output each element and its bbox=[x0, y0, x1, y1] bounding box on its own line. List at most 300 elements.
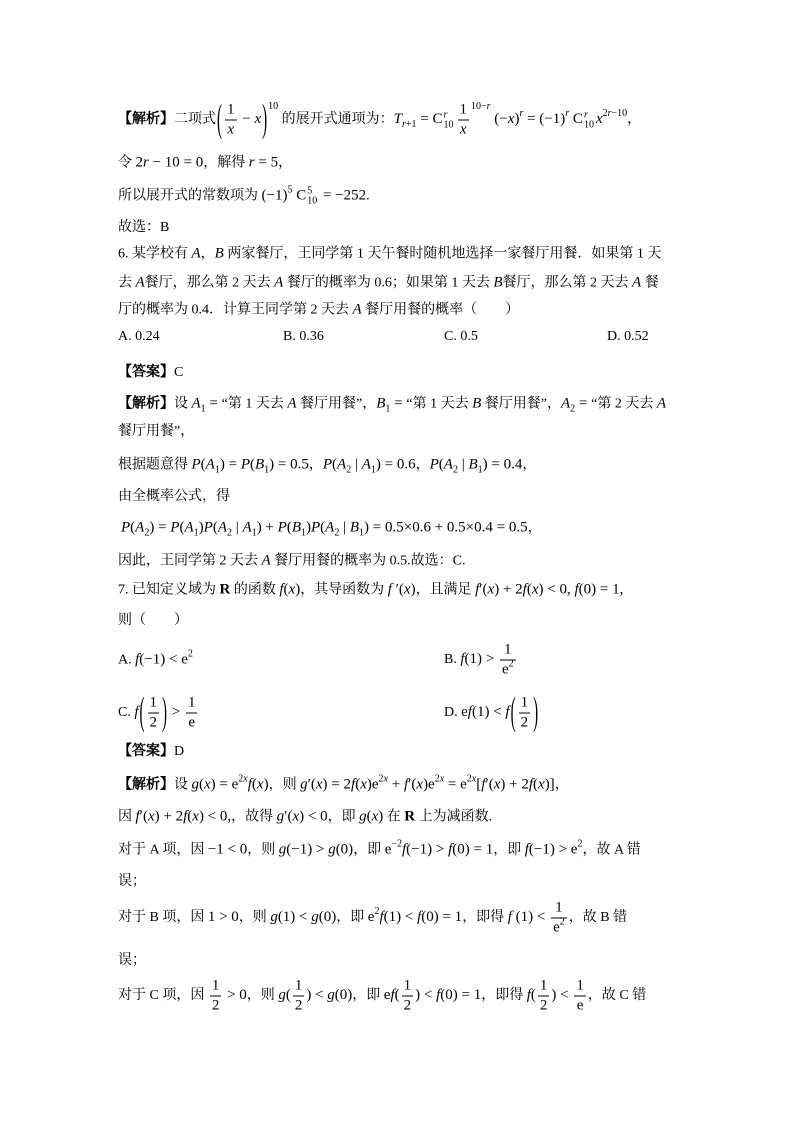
text-run: ，即得 bbox=[462, 910, 508, 926]
math-symbol: 2 bbox=[520, 714, 529, 731]
math-symbol: ( bbox=[366, 808, 372, 825]
q6-stem-line-2 bbox=[118, 273, 659, 294]
math-symbol: ( bbox=[199, 776, 204, 793]
math-variable: T bbox=[393, 111, 402, 128]
math-variable: x bbox=[416, 776, 424, 793]
math-variable: f bbox=[522, 581, 527, 598]
text-run: 设 bbox=[174, 396, 192, 412]
text-run: ，即 bbox=[493, 842, 525, 858]
superscript bbox=[603, 108, 628, 119]
math-variable: P bbox=[170, 519, 180, 536]
fraction-denominator bbox=[293, 997, 305, 1015]
text-run: C. 0.5 bbox=[444, 329, 478, 344]
text-run: ，即 bbox=[353, 842, 385, 858]
math-symbol: ) bbox=[198, 519, 204, 536]
q5-analysis-line-1 bbox=[118, 99, 642, 141]
fraction bbox=[148, 695, 160, 732]
text-run: 餐厅用餐”， bbox=[296, 396, 377, 412]
math-symbol: 1 bbox=[459, 101, 467, 118]
text-run: ，且满足 bbox=[415, 582, 476, 598]
math-variable: f bbox=[135, 808, 140, 825]
math-variable: A bbox=[184, 519, 194, 536]
math-variable: x bbox=[256, 776, 264, 793]
fraction-numerator bbox=[148, 695, 160, 714]
math-symbol: ) = 0.5 bbox=[269, 456, 309, 473]
fraction-denominator bbox=[551, 916, 567, 937]
math-variable: f bbox=[481, 776, 486, 793]
math-variable: f bbox=[134, 704, 139, 721]
fraction-numerator bbox=[574, 978, 586, 997]
math-symbol: (0) = 1 bbox=[440, 987, 482, 1004]
text-run: ， bbox=[415, 457, 430, 473]
math-symbol: 10 bbox=[268, 101, 279, 113]
math-symbol: ) bbox=[410, 581, 416, 598]
math-symbol: = −252 bbox=[319, 187, 367, 204]
math-symbol: (−1) > bbox=[406, 841, 449, 858]
fraction bbox=[186, 695, 198, 732]
text-run: 令 bbox=[118, 155, 136, 171]
fraction-denominator bbox=[500, 658, 516, 679]
fraction bbox=[538, 978, 550, 1015]
fraction bbox=[225, 102, 237, 139]
math-symbol: 2 bbox=[144, 527, 150, 539]
math-symbol: ) bbox=[514, 111, 520, 128]
q7-analysis-line-3 bbox=[118, 840, 641, 861]
math-variable: f bbox=[351, 776, 356, 793]
text-run: 两家餐厅，王同学第 1 天午餐时随机地选择一家餐厅用餐．如果第 1 天 bbox=[223, 246, 662, 262]
math-symbol: ( bbox=[200, 456, 206, 473]
big-paren: ( bbox=[139, 692, 145, 734]
fraction bbox=[458, 102, 470, 139]
math-variable: B bbox=[472, 395, 482, 412]
math-symbol: 1 bbox=[227, 101, 235, 118]
math-symbol: ) = 0.4 bbox=[482, 456, 523, 473]
math-variable: B bbox=[291, 519, 301, 536]
math-symbol: 1 bbox=[294, 977, 303, 994]
math-symbol: = (−1) bbox=[523, 111, 566, 128]
math-symbol: 1 bbox=[504, 641, 512, 658]
math-symbol: 1 bbox=[200, 403, 206, 415]
subscript bbox=[402, 119, 417, 130]
math-symbol: ′( bbox=[408, 776, 417, 793]
math-symbol: (1) < bbox=[471, 704, 506, 721]
math-symbol: (1) < bbox=[511, 909, 550, 926]
math-variable: r bbox=[143, 154, 149, 171]
math-symbol: ) = e bbox=[210, 776, 239, 793]
math-symbol: ( bbox=[438, 456, 444, 473]
math-variable: x bbox=[360, 776, 367, 793]
math-symbol: = bbox=[205, 395, 222, 412]
math-variable: g bbox=[300, 776, 308, 793]
text-run: . bbox=[366, 188, 370, 204]
math-variable: g bbox=[270, 909, 278, 926]
text-run: 餐厅，那么第 2 天去 bbox=[144, 275, 275, 291]
section-label: 【解析】 bbox=[118, 777, 174, 793]
text-run: ， bbox=[554, 777, 569, 793]
text-run: ，即得 bbox=[481, 988, 527, 1004]
math-symbol: ( bbox=[187, 808, 193, 825]
math-variable: A bbox=[352, 301, 362, 318]
math-symbol: (0) bbox=[334, 987, 353, 1004]
math-symbol: (−1) < e bbox=[139, 651, 188, 668]
math-variable: f bbox=[524, 841, 529, 858]
q6-option-b bbox=[283, 327, 324, 347]
math-symbol: 1 bbox=[576, 977, 584, 994]
math-symbol: 2 bbox=[187, 648, 193, 660]
q6-stem-line-3 bbox=[118, 300, 519, 321]
text-run: 在 bbox=[383, 809, 405, 825]
index-stack bbox=[584, 110, 594, 130]
big-paren: ( bbox=[510, 692, 516, 734]
math-variable: r bbox=[607, 108, 612, 120]
math-symbol: | bbox=[339, 519, 350, 536]
math-variable: g bbox=[327, 987, 335, 1004]
text-run: 所以展开式的常数项为 bbox=[118, 188, 262, 204]
text-run: ，即 bbox=[327, 809, 360, 825]
text-run: ，解得 bbox=[203, 155, 249, 171]
math-variable: A bbox=[325, 519, 335, 536]
math-symbol: ′( bbox=[307, 776, 316, 793]
math-variable: x bbox=[315, 776, 323, 793]
big-paren: ) bbox=[262, 99, 268, 141]
math-symbol: 2 bbox=[602, 108, 608, 120]
text-run: 餐厅用餐的概率为 0.5.故选：C. bbox=[270, 553, 466, 569]
math-symbol: C bbox=[569, 111, 583, 128]
math-variable: A bbox=[191, 245, 201, 262]
math-symbol: 2 bbox=[211, 997, 220, 1014]
text-run: 上为减函数. bbox=[415, 809, 493, 825]
q7-option-b bbox=[444, 642, 518, 679]
math-symbol: (0) = 1 bbox=[452, 841, 494, 858]
text-run: ，则 bbox=[268, 777, 301, 793]
math-symbol: 10− bbox=[471, 101, 487, 113]
math-symbol: 2 bbox=[378, 773, 384, 785]
math-symbol: −1 < 0 bbox=[207, 841, 248, 858]
q7-answer bbox=[118, 742, 184, 762]
math-symbol: 2 bbox=[434, 773, 440, 785]
math-symbol: 1 bbox=[214, 464, 220, 476]
math-variable: x bbox=[439, 773, 445, 785]
superscript bbox=[471, 101, 491, 112]
math-symbol: ( bbox=[130, 519, 136, 536]
math-symbol: 2 bbox=[374, 906, 380, 918]
math-symbol: > 0 bbox=[223, 987, 247, 1004]
math-symbol: 10 bbox=[443, 119, 454, 130]
math-variable: B bbox=[376, 395, 386, 412]
text-run: 餐厅，那么第 2 天去 bbox=[502, 275, 633, 291]
superscript bbox=[391, 839, 402, 850]
math-symbol: ) bbox=[378, 808, 384, 825]
fraction bbox=[519, 695, 531, 732]
math-variable: P bbox=[121, 519, 131, 536]
math-variable: P bbox=[277, 519, 287, 536]
math-variable: g bbox=[191, 776, 199, 793]
fraction-denominator bbox=[574, 997, 586, 1015]
math-symbol: ) bbox=[263, 776, 269, 793]
math-variable: r bbox=[443, 109, 448, 120]
math-variable: f bbox=[135, 651, 140, 668]
math-symbol: ( bbox=[286, 519, 292, 536]
math-symbol: ) + bbox=[256, 519, 278, 536]
math-symbol: ) < 0, bbox=[198, 808, 232, 825]
math-symbol: (0) = 1 bbox=[421, 909, 463, 926]
math-symbol: ′( bbox=[485, 776, 494, 793]
math-variable: r bbox=[401, 119, 406, 131]
math-symbol: ( bbox=[533, 776, 539, 793]
index-stack bbox=[444, 110, 454, 130]
math-symbol: ) = 0.6 bbox=[375, 456, 416, 473]
math-variable: f bbox=[467, 704, 472, 721]
text-run: 餐厅用餐的概率（ ） bbox=[361, 302, 520, 318]
math-variable: f bbox=[475, 581, 480, 598]
math-symbol: (0) bbox=[335, 841, 354, 858]
math-variable: x bbox=[493, 776, 501, 793]
fraction bbox=[500, 642, 516, 679]
q6-analysis-line-4 bbox=[118, 487, 230, 507]
fraction bbox=[402, 978, 414, 1015]
math-variable: A bbox=[135, 274, 145, 291]
math-variable: g bbox=[278, 841, 287, 858]
math-variable: g bbox=[276, 808, 285, 825]
big-paren: ( bbox=[217, 99, 222, 141]
math-symbol: 2 bbox=[559, 916, 565, 928]
math-symbol: ( bbox=[530, 987, 536, 1004]
text-run: A. 0.24 bbox=[118, 329, 160, 344]
text-run: D. bbox=[444, 705, 462, 721]
math-variable: f bbox=[460, 651, 465, 668]
math-symbol: | bbox=[351, 456, 362, 473]
math-symbol: 10 bbox=[583, 119, 594, 130]
math-variable: r bbox=[486, 101, 491, 113]
math-variable: A bbox=[217, 519, 227, 536]
math-symbol: = bbox=[390, 395, 407, 412]
math-variable: A bbox=[191, 395, 201, 412]
math-variable: A bbox=[443, 456, 453, 473]
math-variable: x bbox=[204, 776, 211, 793]
superscript bbox=[560, 917, 565, 928]
math-symbol: 5 bbox=[307, 185, 313, 197]
math-symbol: 2 bbox=[452, 464, 458, 476]
math-symbol: 2 bbox=[135, 154, 143, 171]
math-symbol: 2 bbox=[577, 838, 583, 850]
math-symbol: (0) bbox=[318, 909, 337, 926]
math-variable: x bbox=[371, 808, 379, 825]
fraction-numerator bbox=[538, 978, 550, 997]
math-symbol: e bbox=[383, 987, 391, 1004]
q7-analysis-line-7 bbox=[118, 978, 646, 1015]
math-variable: A bbox=[261, 552, 271, 569]
math-symbol: 5 bbox=[287, 184, 293, 196]
text-run: ， bbox=[522, 457, 537, 473]
text-run: ， bbox=[278, 155, 293, 171]
math-symbol: e bbox=[188, 714, 196, 731]
math-symbol: ) < bbox=[415, 987, 437, 1004]
superscript bbox=[268, 101, 278, 112]
fraction-denominator bbox=[402, 997, 414, 1015]
math-symbol: 2 bbox=[570, 403, 576, 415]
math-symbol: = 5 bbox=[254, 154, 279, 171]
text-run: 6. 某学校有 bbox=[118, 246, 192, 262]
math-symbol: (0) = 1, bbox=[578, 581, 624, 598]
math-variable: f bbox=[526, 987, 531, 1004]
math-symbol: ( bbox=[355, 776, 361, 793]
math-symbol: ) = 2 bbox=[322, 776, 352, 793]
math-symbol: ) = 0.5×0.6 + 0.5×0.4 = 0.5 bbox=[364, 519, 528, 536]
math-symbol: e bbox=[553, 919, 560, 936]
math-symbol: ) = bbox=[219, 456, 241, 473]
text-run: 因 bbox=[118, 809, 136, 825]
math-symbol: 10 bbox=[307, 195, 318, 207]
math-symbol: −10 bbox=[611, 108, 628, 120]
big-paren: ) bbox=[533, 692, 539, 734]
q7-analysis-line-4 bbox=[118, 872, 146, 892]
math-variable: r bbox=[583, 109, 588, 120]
q6-analysis-formula bbox=[121, 518, 542, 539]
text-run: 误； bbox=[118, 953, 146, 968]
text-run: ，则 bbox=[246, 988, 279, 1004]
text-run: B. 0.36 bbox=[283, 329, 324, 344]
math-symbol: 1 bbox=[359, 527, 365, 539]
text-run: C bbox=[174, 365, 184, 380]
math-symbol: 2 bbox=[346, 464, 352, 476]
text-run: ，故 A 错 bbox=[582, 842, 641, 858]
section-label: 【答案】 bbox=[118, 365, 174, 380]
text-run: 二项式 bbox=[174, 112, 216, 128]
text-run: 对于 A 项，因 bbox=[118, 842, 208, 858]
text-run: “第 1 天去 bbox=[406, 396, 473, 412]
math-variable: x bbox=[292, 808, 300, 825]
math-variable: f bbox=[390, 987, 395, 1004]
math-symbol: ) < bbox=[306, 987, 328, 1004]
math-variable: f bbox=[448, 841, 453, 858]
math-variable: f bbox=[379, 909, 384, 926]
math-variable: r bbox=[519, 108, 524, 120]
math-symbol: ) + 2 bbox=[500, 776, 529, 793]
math-symbol: 1 bbox=[370, 464, 376, 476]
math-symbol: = e bbox=[444, 776, 467, 793]
fraction-denominator bbox=[519, 714, 531, 732]
text-run: 设 bbox=[174, 777, 192, 793]
text-run: 则（ ） bbox=[118, 613, 188, 628]
math-variable: f bbox=[505, 704, 510, 721]
fraction-numerator bbox=[519, 695, 531, 714]
math-variable: A bbox=[361, 456, 371, 473]
index-stack bbox=[307, 186, 317, 206]
text-run: ， bbox=[527, 520, 542, 536]
math-variable: A bbox=[561, 395, 571, 412]
math-variable: x bbox=[147, 808, 155, 825]
math-variable: f bbox=[574, 581, 579, 598]
text-run: 7. 已知定义域为 bbox=[118, 582, 220, 598]
math-symbol: 2 bbox=[149, 714, 158, 731]
fraction-denominator bbox=[148, 714, 160, 732]
math-symbol: 1 bbox=[555, 899, 563, 916]
text-run: 厅的概率为 0.4．计算王同学第 2 天去 bbox=[118, 302, 353, 318]
lower-index bbox=[307, 196, 317, 206]
math-variable: f bbox=[528, 776, 534, 793]
text-run: 餐厅用餐”， bbox=[118, 424, 195, 439]
math-variable: f bbox=[183, 808, 188, 825]
math-symbol: ( bbox=[394, 987, 400, 1004]
math-variable: B bbox=[214, 245, 224, 262]
q6-option-a bbox=[118, 327, 160, 347]
q7-stem-line-1 bbox=[118, 580, 623, 601]
fraction-numerator bbox=[225, 102, 237, 121]
text-run: 的展开式通项为： bbox=[278, 112, 394, 128]
math-symbol: 1 bbox=[539, 977, 548, 994]
math-symbol: 2 bbox=[508, 658, 514, 670]
fraction-denominator bbox=[458, 121, 470, 139]
math-symbol: 1 bbox=[477, 464, 483, 476]
math-variable: A bbox=[135, 519, 145, 536]
math-symbol: ) < 0 bbox=[299, 808, 328, 825]
math-symbol: 1 bbox=[187, 694, 196, 711]
math-symbol: (−1) > e bbox=[528, 841, 578, 858]
superscript bbox=[379, 774, 388, 785]
math-variable: x bbox=[471, 773, 477, 785]
math-variable: A bbox=[205, 456, 215, 473]
superscript bbox=[238, 774, 247, 785]
text-run: ， bbox=[308, 457, 323, 473]
math-variable: A bbox=[632, 274, 642, 291]
text-run: ，故得 bbox=[231, 809, 277, 825]
math-symbol: ( bbox=[285, 987, 291, 1004]
math-symbol: 1 > 0 bbox=[207, 909, 239, 926]
math-symbol: ( bbox=[251, 776, 257, 793]
math-variable: A bbox=[274, 274, 284, 291]
fraction bbox=[574, 978, 586, 1015]
math-variable: x bbox=[459, 121, 467, 138]
math-symbol: e bbox=[501, 661, 509, 678]
math-symbol: e bbox=[461, 704, 468, 721]
q5-analysis-line-3 bbox=[118, 186, 370, 207]
q6-option-d bbox=[607, 327, 649, 347]
math-symbol: ) = bbox=[149, 519, 171, 536]
text-run: B. bbox=[444, 652, 461, 668]
fraction-numerator bbox=[458, 102, 470, 121]
q7-analysis-line-5 bbox=[118, 900, 627, 937]
math-variable: f bbox=[402, 841, 407, 858]
q6-option-c bbox=[444, 327, 478, 347]
text-run: ， bbox=[200, 246, 215, 262]
math-variable: f bbox=[436, 987, 441, 1004]
q7-option-c bbox=[118, 692, 199, 734]
text-run: 对于 C 项，因 bbox=[118, 988, 208, 1004]
math-variable: g bbox=[359, 808, 367, 825]
math-symbol: 1 bbox=[149, 694, 158, 711]
math-symbol: ′( bbox=[139, 808, 148, 825]
math-symbol: 2 bbox=[227, 527, 232, 539]
math-variable: A bbox=[337, 456, 347, 473]
fraction-denominator bbox=[186, 714, 198, 732]
math-variable: x bbox=[254, 111, 262, 128]
math-symbol: 1 bbox=[301, 527, 306, 539]
math-symbol: e bbox=[384, 841, 392, 858]
math-symbol: − 10 = 0 bbox=[148, 154, 204, 171]
math-set-symbol: R bbox=[219, 581, 231, 598]
section-label: 【答案】 bbox=[118, 744, 174, 759]
text-run: 由全概率公式，得 bbox=[118, 489, 230, 504]
superscript bbox=[435, 774, 444, 785]
fraction bbox=[293, 978, 305, 1015]
text-run: D bbox=[174, 744, 185, 759]
math-symbol: ) < 0, bbox=[538, 581, 575, 598]
fraction-numerator bbox=[293, 978, 305, 997]
math-symbol: ( bbox=[332, 456, 338, 473]
fraction bbox=[210, 978, 222, 1015]
section-label: 【解析】 bbox=[118, 396, 174, 412]
text-run: ，即 bbox=[336, 910, 368, 926]
